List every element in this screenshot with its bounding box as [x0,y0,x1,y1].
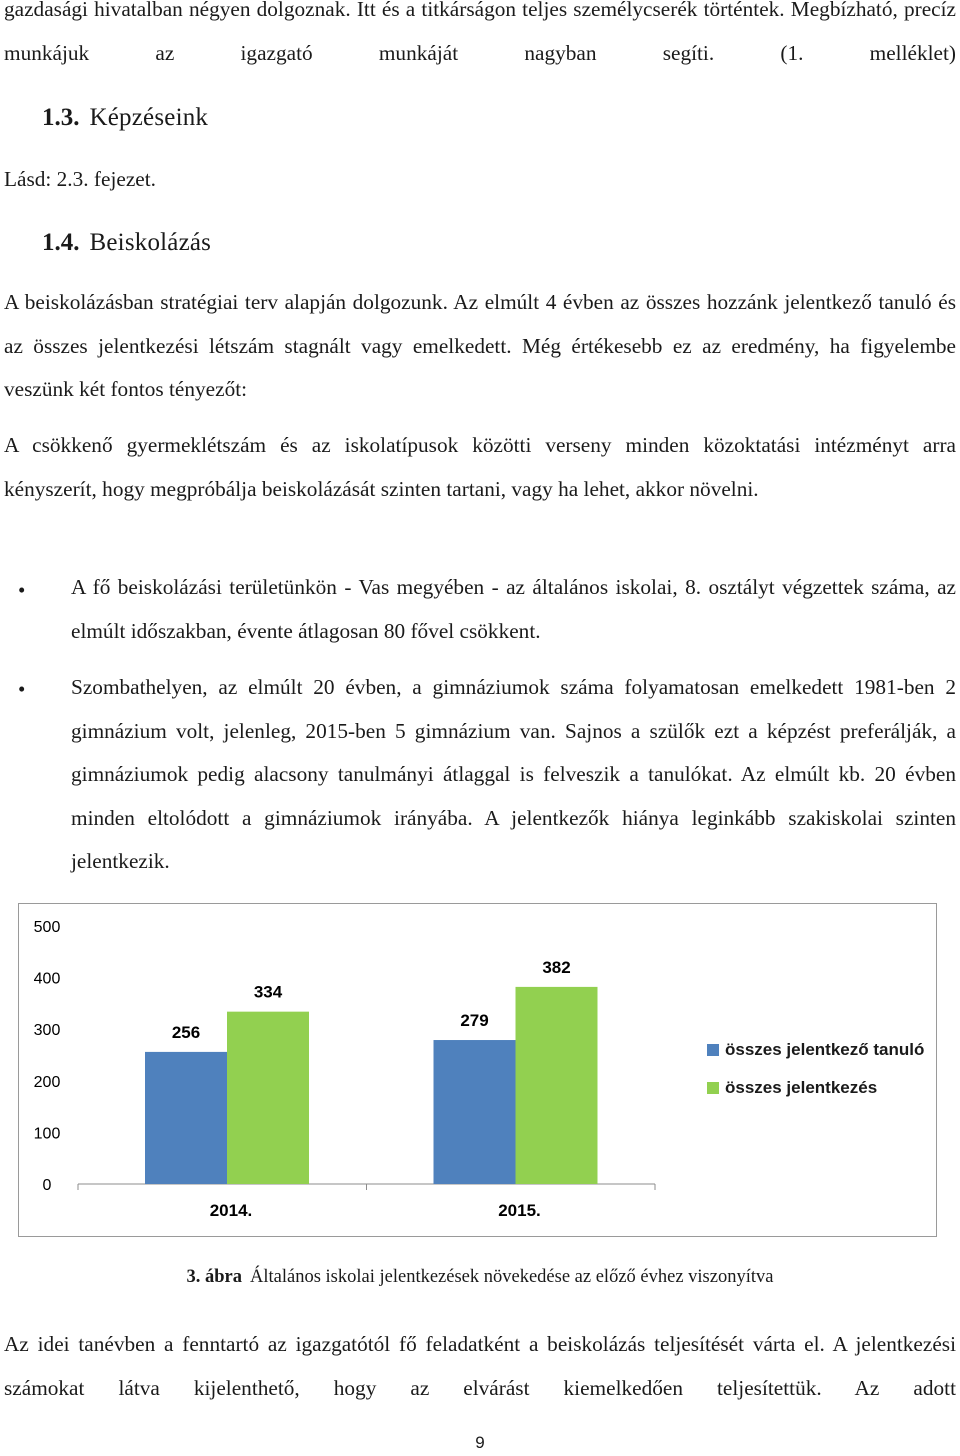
figure-caption [0,1267,960,1288]
bar [516,987,598,1184]
bar [227,1012,309,1184]
bar-chart [19,904,938,1238]
bar-value-label: 382 [542,957,571,977]
chart-container [18,903,937,1237]
reference-paragraph: Lásd: 2.3. fejezet. [4,167,156,191]
legend-swatch [707,1082,719,1094]
y-tick-label: 500 [33,919,61,936]
y-tick-label: 400 [33,970,61,988]
heading-number: 1.3. [42,104,80,131]
legend-label: összes jelentkező tanuló [725,1040,925,1059]
x-category-label: 2014. [209,1201,253,1220]
figure-caption-text: Általános iskolai jelentkezések növekedése az előző évhez viszonyítva [250,1267,774,1287]
x-category-label: 2015. [498,1201,541,1220]
legend-entry-jelentkezes [707,1078,877,1098]
heading-text: Képzéseink [89,104,209,131]
heading-number: 1.4. [42,229,80,256]
bullet-item-vas: A fő beiskolázási területünkön - Vas megyében - az általános iskolai, 8. osztályt végzettek száma, az elmúlt időszakban, évente átlagosan 80 fővel csökkent. [71,575,956,643]
bar-value-label: 334 [253,982,283,1002]
heading-text: Beiskolázás [89,229,212,256]
y-tick-label: 300 [33,1022,61,1040]
bar-value-label: 279 [460,1011,489,1031]
legend-label: összes jelentkezés [725,1078,878,1097]
bullet-marker: • [18,677,26,701]
bar [434,1040,516,1184]
bar [145,1052,227,1184]
heading-kepzeseink [42,104,208,132]
intro-paragraph: gazdasági hivatalban négyen dolgoznak. Itt és a titkárságon teljes személycserék történtek. Megbízható, precíz munkájuk az igazgató munkáját nagyban segíti. (1. melléklet) [4,0,956,65]
y-tick-label: 100 [33,1125,61,1143]
bar-value-label: 256 [171,1022,201,1042]
bullet-marker: • [18,578,26,602]
heading-beiskolazas [42,229,211,257]
bullet-item-szombathely: Szombathelyen, az elmúlt 20 évben, a gimnáziumok száma folyamatosan emelkedett 1981-ben 2 gimnázium volt, jelenleg, 2015-ben 5 gimnázium van. Sajnos a szülők ezt a képzést preferálják, a gimnáziumok pedig alacsony tanulmányi átlaggal is felveszik a tanulókat. Az elmúlt kb. 20 évben minden eltolódott a gimnáziumok irányába. A jelentkezők hiánya leginkább szakiskolai szinten jelentkezik. [71,675,956,873]
page-number: 9 [475,1433,485,1452]
legend-entry-tanulo [707,1040,924,1060]
y-tick-label: 0 [42,1177,52,1194]
figure-label: 3. ábra [186,1267,243,1287]
legend-swatch [707,1044,719,1056]
closing-paragraph: Az idei tanévben a fenntartó az igazgatótól fő feladatként a beiskolázás teljesítését várta el. A jelentkezési számokat látva kijelenthető, hogy az elvárást kiemelkedően teljesítettük. Az adott [4,1332,956,1400]
strategy-paragraph: A beiskolázásban stratégiai terv alapján dolgozunk. Az elmúlt 4 évben az összes hozzánk jelentkező tanuló és az összes jelentkezési létszám stagnált vagy emelkedett. Még értékesebb ez az eredmény, ha figyelembe veszünk két fontos tényezőt: [4,290,956,401]
y-tick-label: 200 [33,1073,61,1091]
competition-paragraph: A csökkenő gyermeklétszám és az iskolatípusok közötti verseny minden közoktatási intézményt arra kényszerít, hogy megpróbálja beiskolázását szinten tartani, vagy ha lehet, akkor növelni. [4,433,956,501]
